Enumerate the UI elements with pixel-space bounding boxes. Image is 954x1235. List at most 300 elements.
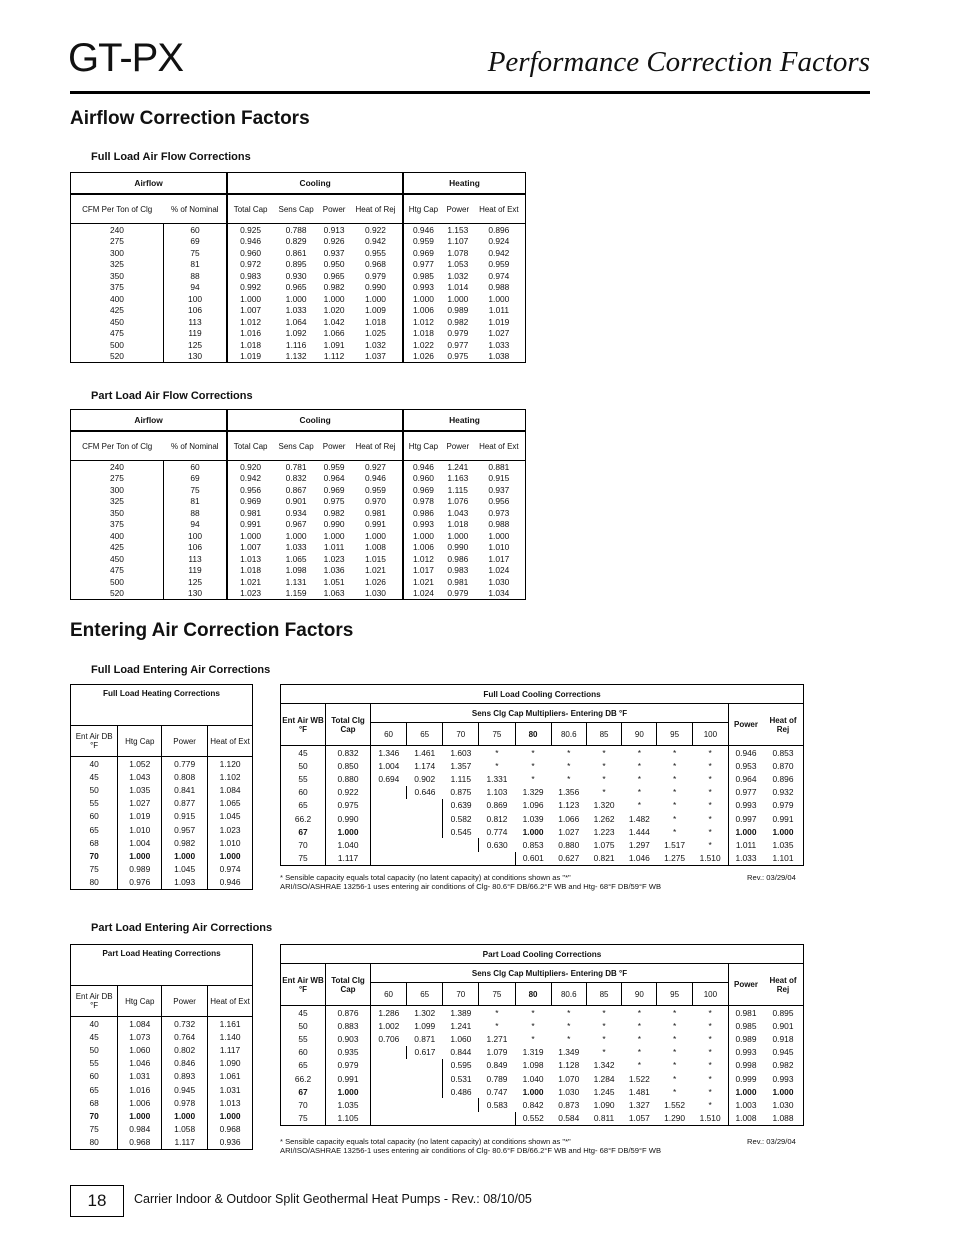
table-cell: 0.896 xyxy=(473,224,526,236)
part-note-1: * Sensible capacity equals total capacity (no latent capacity) at conditions shown as "*" xyxy=(280,1137,571,1146)
table-cell: 0.902 xyxy=(414,773,436,784)
db-column-header: 75 xyxy=(479,983,515,1006)
table-cell: 0.977 xyxy=(447,339,469,350)
db-column-header: 80.6 xyxy=(551,983,586,1006)
table-cell: 1.052 xyxy=(118,757,162,771)
table-cell: 0.983 xyxy=(227,270,273,282)
table-cell: 450 xyxy=(109,316,124,327)
header-rule xyxy=(70,91,870,94)
column-header: % of Nominal xyxy=(163,431,227,461)
db-column-header: 80 xyxy=(515,983,551,1006)
table-row xyxy=(281,812,804,825)
table-cell: 0.873 xyxy=(558,1099,580,1110)
table-cell: 1.174 xyxy=(414,760,436,771)
table-cell: * xyxy=(586,746,621,760)
table-cell: 1.103 xyxy=(486,787,508,798)
table-cell: * xyxy=(637,773,641,784)
table-cell: 45 xyxy=(281,1006,326,1020)
table-cell: * xyxy=(551,746,586,760)
table-cell: 0.973 xyxy=(488,507,510,518)
table-cell: * xyxy=(531,1020,535,1031)
table-cell: 1.482 xyxy=(628,813,650,824)
table-cell: 0.922 xyxy=(326,786,371,799)
table-cell: * xyxy=(531,760,535,771)
table-cell: 1.011 xyxy=(488,305,510,316)
table-cell: 55 xyxy=(298,1033,308,1044)
table-cell: 1.024 xyxy=(403,588,443,600)
table-cell: 1.035 xyxy=(326,1098,371,1111)
table-cell: 0.965 xyxy=(285,282,307,293)
group-heating: Heating xyxy=(403,410,526,432)
table-cell: 0.964 xyxy=(729,772,764,785)
table-cell: 0.970 xyxy=(365,496,386,507)
table-cell: 0.974 xyxy=(208,863,253,876)
table-cell: 1.603 xyxy=(443,746,479,760)
note-text: Sensible capacity equals total capacity (no latent capacity) at conditions shown as "*" xyxy=(285,873,571,882)
table-cell: 100 xyxy=(163,293,227,305)
table-cell: 0.781 xyxy=(273,461,319,473)
table-cell: 0.991 xyxy=(326,1072,371,1085)
table-cell: 0.937 xyxy=(323,247,345,258)
table-cell: 67 xyxy=(298,1086,308,1097)
column-header: Power xyxy=(319,194,349,224)
table-cell: * xyxy=(672,1086,677,1097)
table-row xyxy=(71,810,253,823)
db-column-header: 100 xyxy=(692,723,728,746)
table-cell: 1.000 xyxy=(323,293,345,304)
table-row xyxy=(71,1083,253,1096)
table-cell: 130 xyxy=(163,588,227,600)
table-cell xyxy=(407,1098,443,1111)
table-cell: 275 xyxy=(109,473,124,484)
table-cell: 0.861 xyxy=(285,247,307,258)
table-cell: 0.846 xyxy=(162,1057,208,1070)
table-cell: 113 xyxy=(163,553,227,565)
table-cell: 0.999 xyxy=(729,1072,764,1085)
table-cell xyxy=(443,838,479,851)
table-cell: 0.881 xyxy=(473,461,526,473)
table-cell: 0.937 xyxy=(488,484,510,495)
table-cell: 1.000 xyxy=(772,1086,794,1097)
table-cell: 1.132 xyxy=(285,351,307,362)
table-cell: 0.853 xyxy=(763,746,804,760)
table-cell: * xyxy=(708,1033,712,1044)
table-cell: 1.045 xyxy=(162,863,208,876)
table-row xyxy=(281,786,804,799)
table-cell: 1.032 xyxy=(365,339,386,350)
full-load-cooling-table xyxy=(280,684,804,866)
table-cell: 1.000 xyxy=(208,849,253,862)
table-cell: 0.630 xyxy=(479,838,515,851)
table-cell xyxy=(407,1059,443,1072)
table-cell: 0.986 xyxy=(447,553,469,564)
table-cell: 0.998 xyxy=(729,1059,764,1072)
table-cell: 500 xyxy=(109,339,124,350)
table-cell: * xyxy=(708,760,712,771)
table-cell: 0.990 xyxy=(326,812,371,825)
table-cell: 0.992 xyxy=(227,282,273,294)
table-cell: 1.000 xyxy=(118,1109,162,1122)
table-cell: 75 xyxy=(89,1124,99,1135)
table-cell: 70 xyxy=(298,1099,308,1110)
part-load-airflow-table xyxy=(70,409,526,600)
table-cell xyxy=(371,786,407,799)
table-cell: 1.017 xyxy=(403,565,443,577)
entering-air-heading: Entering Air Correction Factors xyxy=(70,620,354,641)
table-cell xyxy=(407,852,443,866)
table-cell: 65 xyxy=(89,824,99,835)
table-cell: 1.271 xyxy=(486,1033,508,1044)
table-cell: * xyxy=(602,1020,606,1031)
table-row xyxy=(71,797,253,810)
table-cell xyxy=(371,1072,407,1085)
table-cell: 1.000 xyxy=(162,849,208,862)
table-row xyxy=(71,259,526,271)
table-cell: * xyxy=(567,1033,571,1044)
table-cell: 1.026 xyxy=(403,351,443,363)
table-cell: 75 xyxy=(298,1113,308,1124)
table-cell: * xyxy=(708,813,712,824)
table-cell: 50 xyxy=(89,784,99,795)
table-cell: * xyxy=(672,813,677,824)
table-cell: 1.092 xyxy=(285,328,307,339)
table-cell: 1.021 xyxy=(365,565,386,576)
table-cell: 60 xyxy=(163,224,227,236)
table-cell: * xyxy=(672,1047,677,1058)
column-header: Power xyxy=(162,986,208,1017)
table-row xyxy=(71,1057,253,1070)
table-cell: 0.850 xyxy=(326,759,371,772)
table-cell: 0.545 xyxy=(443,825,479,838)
full-note-1: * Sensible capacity equals total capacity (no latent capacity) at conditions shown as "*" xyxy=(280,873,571,882)
table-cell: 1.013 xyxy=(227,553,273,565)
table-cell: 1.021 xyxy=(403,576,443,588)
table-cell: 70 xyxy=(89,1110,99,1121)
table-cell: 0.988 xyxy=(488,282,510,293)
table-cell: 1.019 xyxy=(227,351,273,363)
table-cell: * xyxy=(637,760,641,771)
power-header: Power xyxy=(729,964,764,1006)
table-cell: 1.461 xyxy=(407,746,443,760)
column-header: CFM Per Ton of Clg xyxy=(71,194,164,224)
table-cell: 1.088 xyxy=(772,1113,794,1124)
table-row xyxy=(71,530,526,542)
table-cell: 375 xyxy=(109,519,124,530)
power-header: Power xyxy=(729,704,764,746)
table-cell: 240 xyxy=(71,224,164,236)
group-heating: Heating xyxy=(403,173,526,195)
full-note-2: ARI/ISO/ASHRAE 13256-1 uses entering air conditions of Clg- 80.6°F DB/66.2°F WB and Htg- 68°F DB/59°F WB xyxy=(280,882,662,891)
db-column-header: 60 xyxy=(371,983,407,1006)
db-column-header: 70 xyxy=(443,983,479,1006)
table-cell: 1.552 xyxy=(664,1099,686,1110)
table-cell: 55 xyxy=(89,798,99,809)
table-cell: 1.066 xyxy=(558,813,580,824)
table-cell: 119 xyxy=(163,565,227,577)
table-cell: 1.035 xyxy=(772,839,794,850)
table-cell: 0.969 xyxy=(403,247,443,259)
table-cell: 1.063 xyxy=(323,588,345,599)
table-cell: 1.099 xyxy=(414,1020,436,1031)
table-cell: 0.946 xyxy=(365,473,386,484)
full-rev: Rev.: 03/29/04 xyxy=(747,873,796,882)
table-cell: * xyxy=(637,1020,641,1031)
table-cell: 1.140 xyxy=(208,1030,253,1043)
table-cell: * xyxy=(708,773,712,784)
table-cell: 0.880 xyxy=(326,772,371,785)
table-cell: 0.969 xyxy=(227,496,273,508)
table-cell: 1.043 xyxy=(118,770,162,783)
table-cell: * xyxy=(708,800,712,811)
table-cell: 0.764 xyxy=(162,1030,208,1043)
table-cell: 0.926 xyxy=(323,236,345,247)
table-cell: 0.901 xyxy=(285,496,307,507)
table-cell: 1.004 xyxy=(371,759,407,772)
table-cell: 0.959 xyxy=(403,236,443,248)
column-header: Total Cap xyxy=(227,431,273,461)
table-cell: 0.950 xyxy=(323,259,345,270)
table-row xyxy=(71,247,526,259)
table-cell: 1.346 xyxy=(371,746,407,760)
table-cell: 1.030 xyxy=(365,588,386,599)
table-cell: * xyxy=(567,760,571,771)
table-cell: 1.030 xyxy=(488,576,510,587)
table-cell: 1.079 xyxy=(486,1047,508,1058)
table-cell: 1.032 xyxy=(447,270,469,281)
db-column-header: 65 xyxy=(407,723,443,746)
table-cell: 500 xyxy=(109,576,124,587)
heat-of-rej-header: Heat of Rej xyxy=(763,964,804,1006)
table-cell: 1.101 xyxy=(772,853,794,864)
cooling-title: Part Load Cooling Corrections xyxy=(482,949,602,959)
table-cell: 80 xyxy=(89,1137,99,1148)
table-cell: 1.040 xyxy=(522,1073,544,1084)
table-cell xyxy=(371,1112,407,1126)
table-cell: * xyxy=(637,1033,641,1044)
table-cell: 1.031 xyxy=(118,1070,162,1083)
table-cell: 1.331 xyxy=(486,773,508,784)
table-cell: 106 xyxy=(163,305,227,317)
db-column-header: 80 xyxy=(515,723,551,746)
table-cell: 0.975 xyxy=(326,799,371,812)
table-cell: 0.582 xyxy=(443,812,479,825)
table-row xyxy=(281,1019,804,1032)
table-cell: 1.061 xyxy=(208,1070,253,1083)
table-cell: * xyxy=(672,1060,677,1071)
table-cell: 1.128 xyxy=(558,1060,580,1071)
table-cell: 1.022 xyxy=(403,339,443,351)
sens-multipliers-header: Sens Clg Cap Multipliers- Entering DB °F xyxy=(371,964,729,983)
table-cell: 1.036 xyxy=(323,565,345,576)
table-row xyxy=(71,1136,253,1150)
table-cell: * xyxy=(637,1047,641,1058)
table-cell: 1.286 xyxy=(371,1006,407,1020)
table-cell: 0.920 xyxy=(227,461,273,473)
table-cell: 1.027 xyxy=(118,797,162,810)
group-airflow: Airflow xyxy=(134,178,163,188)
column-header: Sens Cap xyxy=(273,431,319,461)
table-cell: 0.870 xyxy=(772,760,794,771)
table-cell: 1.517 xyxy=(664,839,686,850)
table-row xyxy=(71,565,526,577)
table-cell: 60 xyxy=(298,1047,308,1058)
table-cell: 1.018 xyxy=(365,316,386,327)
table-cell: 520 xyxy=(109,351,124,362)
table-cell: 0.694 xyxy=(371,772,407,785)
table-cell: 0.788 xyxy=(273,224,319,236)
table-cell: 0.893 xyxy=(162,1070,208,1083)
group-airflow: Airflow xyxy=(134,415,163,425)
column-header: Heat of Ext xyxy=(208,726,253,757)
column-header: Heat of Rej xyxy=(349,431,403,461)
table-cell: 88 xyxy=(163,270,227,282)
table-cell: * xyxy=(637,800,641,811)
table-cell: 1.010 xyxy=(208,836,253,849)
table-cell: 0.913 xyxy=(319,224,349,236)
table-cell: 1.031 xyxy=(208,1083,253,1096)
table-cell: 80 xyxy=(89,877,99,888)
table-cell: 1.042 xyxy=(323,316,345,327)
table-cell: 0.990 xyxy=(447,542,469,553)
column-header: Power xyxy=(443,431,473,461)
table-cell: 1.290 xyxy=(664,1113,686,1124)
table-cell: 0.955 xyxy=(365,247,386,258)
part-air-caption: Part Load Air Flow Corrections xyxy=(91,390,253,402)
sens-multipliers-header: Sens Clg Cap Multipliers- Entering DB °F xyxy=(371,704,729,723)
table-cell: 275 xyxy=(109,236,124,247)
column-header: Heat of Ext xyxy=(208,986,253,1017)
table-cell: 1.084 xyxy=(208,783,253,796)
table-row xyxy=(71,293,526,305)
table-cell: * xyxy=(622,746,657,760)
table-cell: 65 xyxy=(89,1084,99,1095)
table-cell: 1.003 xyxy=(729,1098,764,1111)
table-cell: 0.975 xyxy=(447,351,469,362)
table-cell: 1.010 xyxy=(118,823,162,836)
table-cell: 1.510 xyxy=(699,853,721,864)
table-cell: 0.981 xyxy=(447,576,469,587)
table-cell: 1.051 xyxy=(323,576,345,587)
table-cell: 1.002 xyxy=(371,1019,407,1032)
table-cell: 1.000 xyxy=(447,293,469,304)
table-cell: 0.982 xyxy=(323,282,345,293)
table-cell: 1.078 xyxy=(447,247,469,258)
table-cell: 60 xyxy=(89,1071,99,1082)
db-column-header: 90 xyxy=(622,723,657,746)
table-cell: 0.983 xyxy=(447,565,469,576)
table-cell: 0.646 xyxy=(407,786,443,799)
table-cell: 125 xyxy=(163,576,227,588)
table-row xyxy=(71,496,526,508)
airflow-heading: Airflow Correction Factors xyxy=(70,108,310,129)
table-cell: 0.896 xyxy=(772,773,794,784)
table-cell: 0.932 xyxy=(772,787,794,798)
table-cell: 1.117 xyxy=(208,1043,253,1056)
table-cell: 0.927 xyxy=(349,461,403,473)
table-cell: 1.223 xyxy=(593,826,615,837)
column-header: Heat of Ext xyxy=(473,194,526,224)
table-cell: 66.2 xyxy=(294,1073,312,1084)
table-cell: 0.895 xyxy=(285,259,307,270)
table-cell: * xyxy=(708,1020,712,1031)
table-cell: 520 xyxy=(109,588,124,599)
table-cell: 0.967 xyxy=(285,519,307,530)
table-cell: 1.000 xyxy=(208,1109,253,1122)
table-row xyxy=(71,305,526,317)
table-cell xyxy=(407,1112,443,1126)
group-cooling: Cooling xyxy=(227,173,403,195)
section-title: Performance Correction Factors xyxy=(487,46,870,78)
table-cell: 68 xyxy=(89,837,99,848)
model-title: GT-PX xyxy=(68,36,184,80)
table-cell: 1.011 xyxy=(729,838,764,851)
table-cell xyxy=(407,825,443,838)
table-cell: 0.959 xyxy=(319,461,349,473)
table-cell: 1.389 xyxy=(443,1006,479,1020)
table-cell: 45 xyxy=(89,771,99,782)
table-cell: * xyxy=(672,800,677,811)
table-cell: 1.019 xyxy=(118,810,162,823)
table-cell: 1.115 xyxy=(447,484,468,495)
table-cell: 0.969 xyxy=(323,484,345,495)
table-cell: 0.789 xyxy=(486,1073,508,1084)
table-cell: 1.011 xyxy=(323,542,345,553)
table-cell: 55 xyxy=(89,1058,99,1069)
table-cell: * xyxy=(567,773,571,784)
table-row xyxy=(71,236,526,248)
table-cell: 450 xyxy=(109,553,124,564)
table-cell: 1.058 xyxy=(162,1123,208,1136)
table-cell: 0.853 xyxy=(522,839,544,850)
table-cell: * xyxy=(531,1033,535,1044)
table-cell xyxy=(371,812,407,825)
column-header: Htg Cap xyxy=(118,726,162,757)
table-cell: 1.120 xyxy=(208,757,253,771)
table-row xyxy=(71,270,526,282)
db-column-header: 100 xyxy=(692,983,728,1006)
table-cell: 1.023 xyxy=(208,823,253,836)
table-row xyxy=(71,1109,253,1122)
table-row xyxy=(71,1096,253,1109)
table-cell: 75 xyxy=(163,484,227,496)
table-cell: 40 xyxy=(71,1017,118,1031)
table-cell: 0.982 xyxy=(447,316,469,327)
table-cell: 1.026 xyxy=(365,576,386,587)
table-cell: 1.000 xyxy=(403,530,443,542)
table-cell: 1.060 xyxy=(450,1033,472,1044)
table-cell: 1.241 xyxy=(450,1020,472,1031)
table-cell: 45 xyxy=(89,1031,99,1042)
table-cell xyxy=(443,1098,479,1111)
table-cell: 1.018 xyxy=(403,328,443,340)
db-column-header: 95 xyxy=(657,723,692,746)
table-cell xyxy=(407,838,443,851)
table-cell: 1.356 xyxy=(558,787,580,798)
table-cell: * xyxy=(567,1020,571,1031)
table-cell: 0.968 xyxy=(365,259,386,270)
table-row xyxy=(71,1043,253,1056)
table-cell: 1.075 xyxy=(593,839,615,850)
table-cell: 0.981 xyxy=(365,507,386,518)
table-cell: 65 xyxy=(298,800,308,811)
table-cell: 0.812 xyxy=(486,813,508,824)
table-cell: 1.015 xyxy=(365,553,386,564)
table-cell: 0.972 xyxy=(227,259,273,271)
wb-header: Ent Air WB °F xyxy=(281,704,326,746)
column-header: Htg Cap xyxy=(403,194,443,224)
table-cell: 0.960 xyxy=(403,473,443,485)
table-cell: * xyxy=(672,760,677,771)
